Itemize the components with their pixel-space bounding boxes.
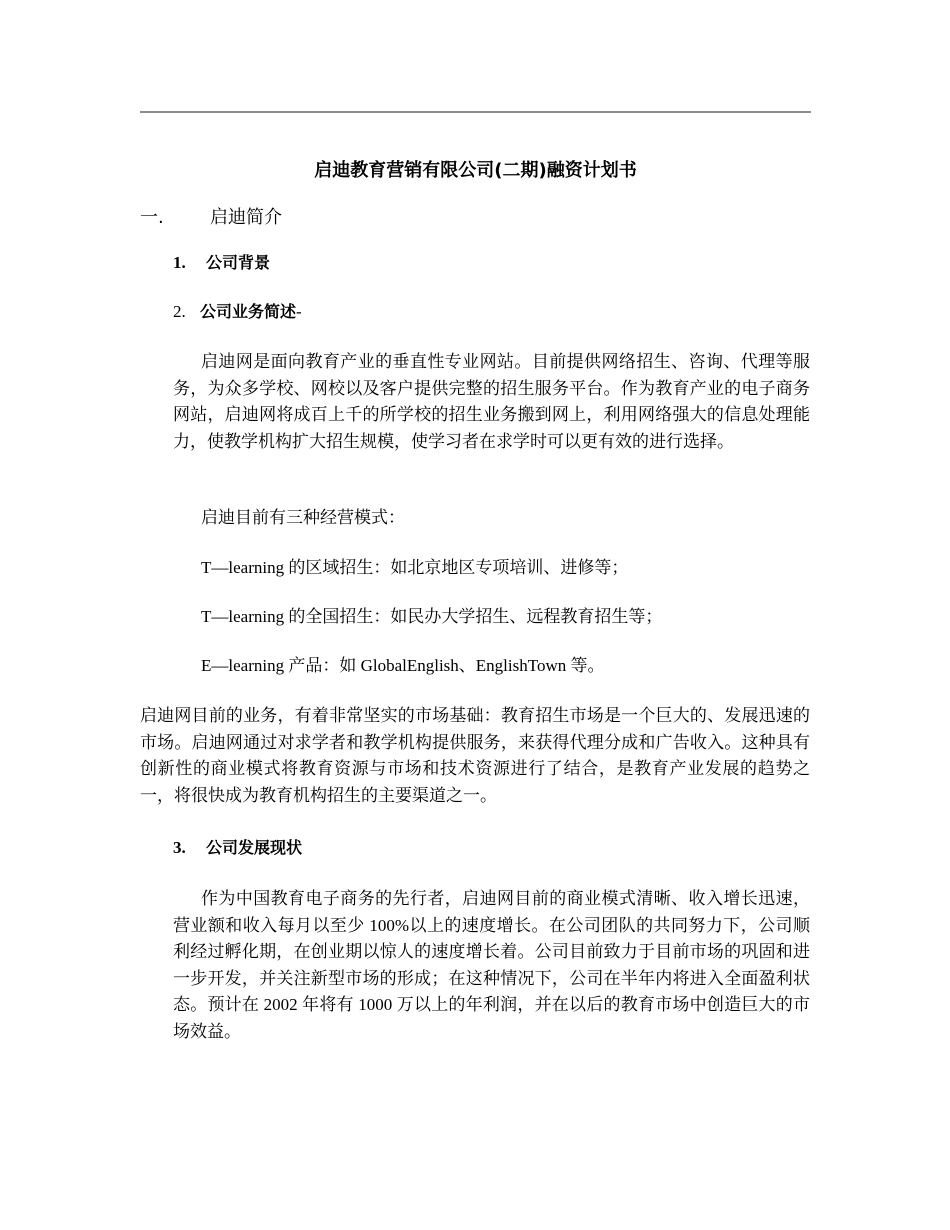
subsection-suffix: -: [296, 302, 302, 321]
paragraph-mode-1: T—learning 的区域招生：如北京地区专项培训、进修等；: [201, 558, 629, 577]
subsection-heading-business: [173, 300, 302, 324]
paragraph-status: 作为中国教育电子商务的先行者，启迪网目前的商业模式清晰、收入增长迅速，营业额和收入每月以至少 100%以上的速度增长。在公司团队的共同努力下，公司顺利经过孵化期，在创业期以惊人的速度增长着。公司目前致力于目前市场的巩固和进一步开发，并关注新型市场的形成；在这种情况下，公司在半年内将进入全面盈利状态。预计在 2002 年将有 1000 万以上的年利润，并在以后的教育市场中创造巨大的市场效益。: [173, 889, 810, 1041]
subsection-heading-background: [173, 251, 270, 275]
paragraph-mode-2: T—learning 的全国招生：如民办大学招生、远程教育招生等；: [201, 607, 663, 626]
paragraph-modes-intro: 启迪目前有三种经营模式：: [201, 508, 405, 527]
paragraph-intro: 启迪网是面向教育产业的垂直性专业网站。目前提供网络招生、咨询、代理等服务，为众多学校、网校以及客户提供完整的招生服务平台。作为教育产业的电子商务网站，启迪网将成百上千的所学校的招生业务搬到网上，利用网络强大的信息处理能力，使教学机构扩大招生规模，使学习者在求学时可以更有效的进行选择。: [173, 352, 810, 451]
subsection-title: 公司发展现状: [206, 838, 303, 857]
section-heading-intro: [140, 205, 282, 231]
paragraph-mode-3: E—learning 产品：如 GlobalEnglish、EnglishTown 等。: [201, 656, 605, 675]
subsection-number: 1.: [173, 253, 186, 272]
subsection-number: 3.: [173, 838, 186, 857]
header-rule: [140, 111, 811, 113]
section-title: 启迪简介: [210, 207, 282, 228]
section-number: 一.: [140, 207, 164, 228]
subsection-title: 公司背景: [206, 253, 271, 272]
subsection-number: 2.: [173, 302, 186, 321]
subsection-title: 公司业务简述: [200, 302, 297, 321]
document-title: 启迪教育营销有限公司(二期)融资计划书: [314, 160, 637, 181]
paragraph-market: 启迪网目前的业务，有着非常坚实的市场基础：教育招生市场是一个巨大的、发展迅速的市场。启迪网通过对求学者和教学机构提供服务，来获得代理分成和广告收入。这种具有创新性的商业模式将教育资源与市场和技术资源进行了结合，是教育产业发展的趋势之一，将很快成为教育机构招生的主要渠道之一。: [140, 706, 810, 805]
subsection-heading-status: [173, 836, 302, 860]
